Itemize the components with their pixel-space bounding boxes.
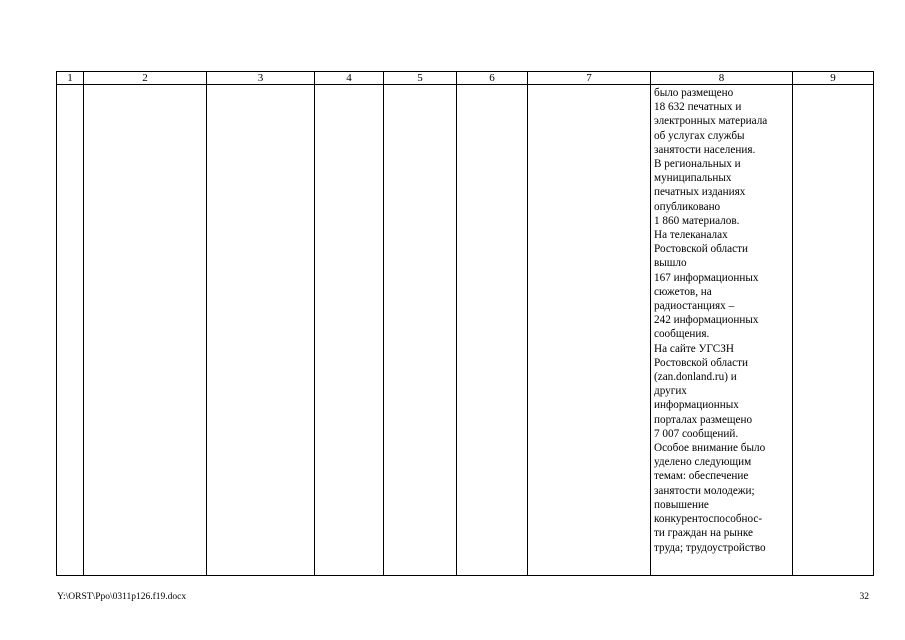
data-table [56,71,874,576]
column-header-4: 4 [315,72,384,85]
table-row [57,85,874,576]
text-line: занятости населения. [654,143,756,156]
text-line: темам: обеспечение [654,470,749,483]
cell-col-9 [793,85,874,576]
text-line: На телеканалах [654,229,728,242]
cell-col-8 [651,85,793,576]
column-header-5: 5 [384,72,457,85]
column-header-6: 6 [457,72,528,85]
footer-page-number: 32 [859,592,869,602]
cell-col-5 [384,85,457,576]
footer-file-path: Y:\ORST\Ppo\0311p126.f19.docx [57,592,187,602]
text-line: опубликовано [654,200,721,213]
column-header-9: 9 [793,72,874,85]
text-line: информационных [654,399,739,412]
cell-col-6 [457,85,528,576]
text-line: уделено следующим [654,456,752,469]
cell-col-4 [315,85,384,576]
text-line: ти граждан на рынке [654,527,753,540]
text-line: сюжетов, на [654,285,712,298]
text-line: В региональных и [654,158,741,171]
text-line: печатных изданиях [654,186,746,199]
text-line: занятости молодежи; [654,484,755,497]
cell-col-8-text [651,85,792,555]
text-line: 167 информационных [654,271,759,284]
cell-col-2 [84,85,207,576]
text-line: других [654,385,687,398]
text-line: 242 информационных [654,314,759,327]
cell-col-7 [528,85,651,576]
text-line: вышло [654,257,687,270]
text-line: сообщения. [654,328,710,341]
text-line: электронных материала [654,115,768,128]
text-line: было размещено [654,87,734,99]
text-line: конкурентоспособнос- [654,513,763,526]
column-header-3: 3 [207,72,315,85]
column-header-7: 7 [528,72,651,85]
column-header-1: 1 [57,72,84,85]
text-line: об услугах службы [654,129,745,142]
text-line: повышение [654,498,709,511]
cell-col-3 [207,85,315,576]
text-line: муниципальных [654,172,732,185]
text-line: 7 007 сообщений. [654,427,739,440]
text-line: 1 860 материалов. [654,214,740,227]
text-line: труда; трудоустройство [654,541,766,554]
text-line: 18 632 печатных и [654,101,742,114]
cell-col-1 [57,85,84,576]
column-header-8: 8 [651,72,793,85]
text-line: Ростовской области [654,243,748,256]
text-line: Ростовской области [654,356,748,369]
text-line: (zan.donland.ru) и [654,371,737,384]
text-line: Особое внимание было [654,442,766,455]
column-header-2: 2 [84,72,207,85]
text-line: порталах размещено [654,413,753,426]
header-row [57,72,874,85]
text-line: На сайте УГСЗН [654,342,734,355]
text-line: радиостанциях – [654,300,735,313]
